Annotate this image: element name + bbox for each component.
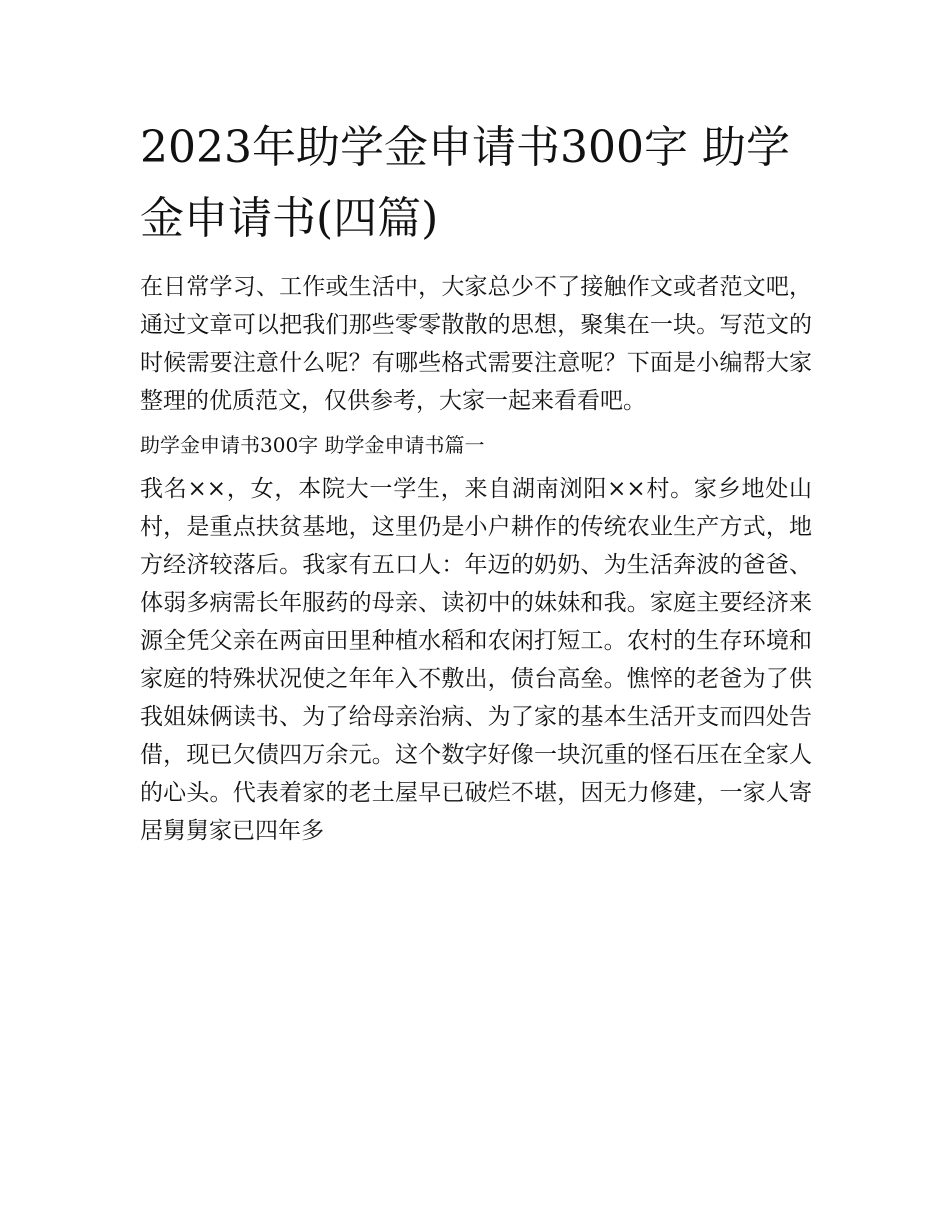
- intro-paragraph: 在日常学习、工作或生活中，大家总少不了接触作文或者范文吧，通过文章可以把我们那些零零散散的思想，聚集在一块。写范文的时候需要注意什么呢？有哪些格式需要注意呢？下面是小编帮大家整理的优质范文，仅供参考，大家一起来看看吧。: [140, 274, 812, 414]
- document-title: 2023年助学金申请书300字 助学金申请书(四篇): [140, 122, 790, 244]
- section-heading: 助学金申请书300字 助学金申请书篇一: [140, 433, 485, 457]
- body-paragraph: 我名××，女，本院大一学生，来自湖南浏阳××村。家乡地处山村，是重点扶贫基地，这里仍是小户耕作的传统农业生产方式，地方经济较落后。我家有五口人：年迈的奶奶、为生活奔波的爸爸、体弱多病需长年服药的母亲、读初中的妹妹和我。家庭主要经济来源全凭父亲在两亩田里种植水稻和农闲打短工。农村的生存环境和家庭的特殊状况使之年年入不敷出，债台高垒。憔悴的老爸为了供我姐妹俩读书、为了给母亲治病、为了家的基本生活开支而四处告借，现已欠债四万余元。这个数字好像一块沉重的怪石压在全家人的心头。代表着家的老土屋早已破烂不堪，因无力修建，一家人寄居舅舅家已四年多: [140, 476, 812, 844]
- document-content: [140, 112, 812, 850]
